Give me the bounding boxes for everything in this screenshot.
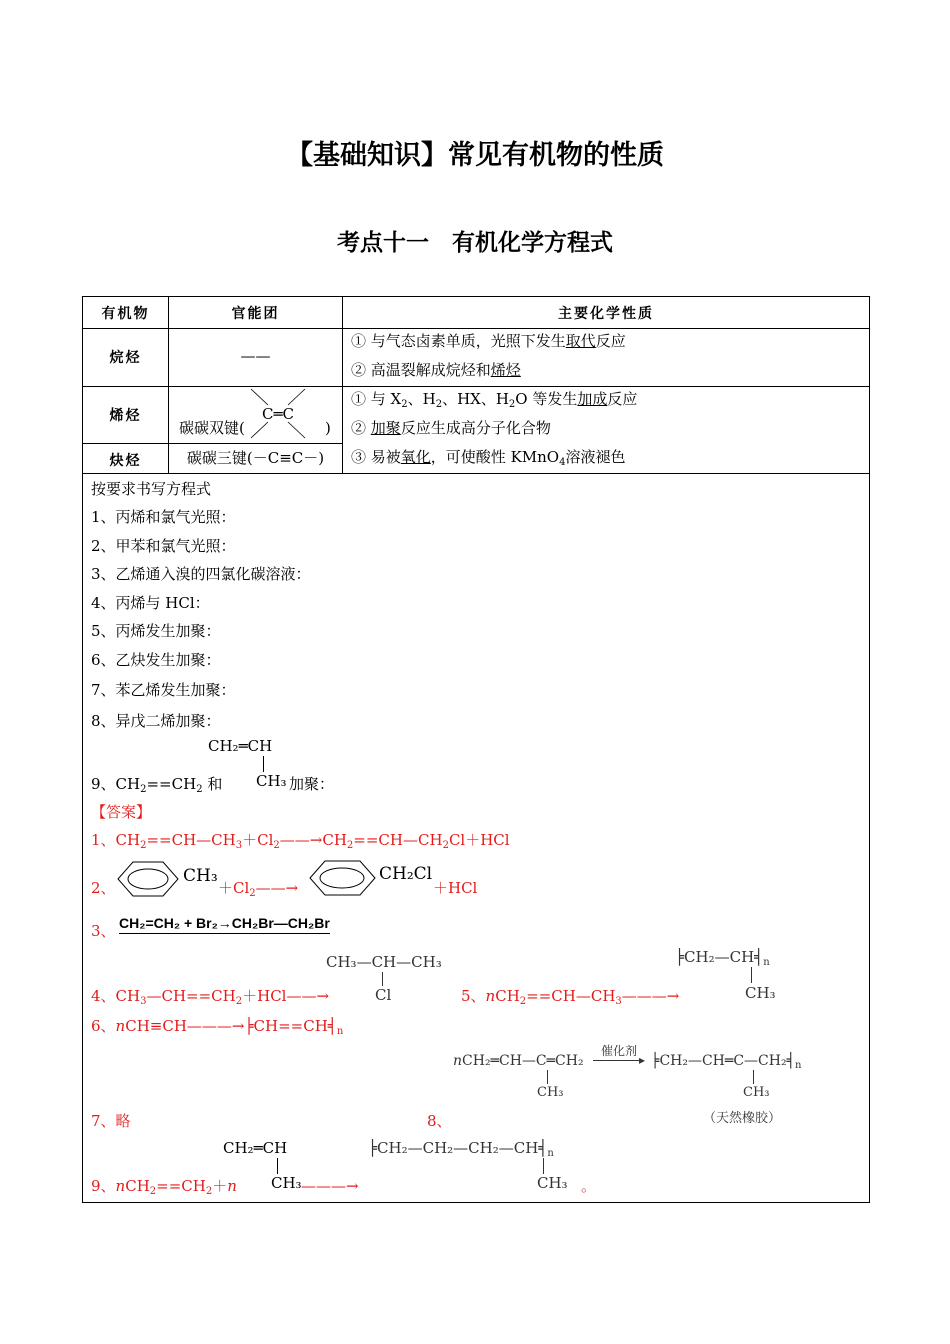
header-organic: 有机物 (101, 306, 150, 322)
question-7: 7、苯乙烯发生加聚： (91, 681, 236, 699)
a4-product-cl: Cl (375, 986, 392, 1004)
answer-7: 7、略 (91, 1112, 131, 1130)
alkene-name: 烯烃 (109, 408, 142, 424)
alkyne-group: 碳碳三键(－C≡C－) (186, 449, 325, 467)
answer-8: 8、 (427, 1112, 452, 1130)
answer-9-arrow: ———→ (301, 1177, 359, 1195)
page-title: 【基础知识】常见有机物的性质 (286, 140, 664, 171)
question-3: 3、乙烯通入溴的四氯化碳溶液： (91, 565, 311, 583)
question-2: 2、甲苯和氯气光照： (91, 537, 236, 555)
benzene-ring-icon-2 (305, 858, 379, 898)
question-8: 8、异戊二烯加聚： (91, 712, 221, 730)
svg-text:C═C: C═C (262, 405, 294, 423)
rubber-label: （天然橡胶） (703, 1111, 782, 1126)
answer-9: 9、$nCH_2==CH_2+n$ (91, 1177, 237, 1197)
answer-1: 1、$CH_2==CH—CH_3+Cl_2——\to CH_2==CH—CH_2Cl+HCl$ (91, 831, 510, 851)
question-1: 1、丙烯和氯气光照： (91, 508, 236, 526)
section-title: 考点十一 有机化学方程式 (337, 230, 613, 256)
answer-2-num: 2、 (91, 879, 116, 897)
answer-5: 5、$nCH_2==CH—CH_3———\to$ (461, 987, 680, 1007)
catalyst-label: 催化剂 (601, 1044, 638, 1058)
answer-3-num: 3、 (91, 922, 116, 940)
alkyne-prop: ③ 易被氧化，可使酸性 KMnO$_4$溶液褪色 (351, 448, 626, 468)
question-9-end: 加聚： (289, 775, 335, 793)
a9-propene-top: CH₂═CH (223, 1139, 288, 1157)
alkene-prop-2: ② 加聚反应生成高分子化合物 (351, 419, 551, 437)
alkene-group-end: ) (325, 419, 331, 437)
q9-propene-ch3: CH₃ (256, 772, 287, 790)
question-4: 4、丙烯与 HCl： (91, 594, 210, 612)
question-9: 9、$CH_2==CH_2$ 和 (91, 775, 223, 795)
question-6: 6、乙炔发生加聚： (91, 651, 221, 669)
alkane-group: —— (240, 347, 271, 365)
rubber-ch3: CH₃ (743, 1085, 770, 1100)
answer-2-product: ＋HCl (433, 879, 478, 897)
benzene-ring-icon (113, 859, 183, 899)
a5-ch3: CH₃ (745, 984, 776, 1002)
a4-product-top: CH₃—CH—CH₃ (326, 953, 442, 971)
q9-propene-top: CH₂═CH (208, 737, 273, 755)
answer-2-reagent: $+Cl_2——\to$ (218, 879, 299, 899)
isoprene-ch3: CH₃ (537, 1085, 564, 1100)
toluene-ch3: CH₃ (183, 866, 218, 886)
double-bond-diagram (248, 387, 328, 442)
alkene-group: 碳碳双键( (179, 419, 245, 437)
natural-rubber: $╞CH_2—CH═C—CH_2╡_n$ (651, 1053, 802, 1071)
alkane-prop-2: ② 高温裂解成烷烃和烯烃 (351, 361, 521, 379)
catalyst-arrowhead: ▸ (639, 1053, 646, 1067)
answer-4: 4、$CH_3—CH==CH_2+HCl——\to$ (91, 987, 330, 1007)
alkyne-name: 炔烃 (109, 453, 142, 469)
answer-label: 【答案】 (91, 803, 152, 821)
a5-polymer: $╞CH_2—CH╡_n$ (675, 948, 770, 968)
alkene-prop-1: ① 与 $X_2$、$H_2$、HX、$H_2O$ 等发生加成反应 (351, 390, 638, 410)
questions-intro: 按要求书写方程式 (91, 480, 212, 498)
a9-polymer-ch3: CH₃ (537, 1174, 568, 1192)
alkane-prop-1: ① 与气态卤素单质，光照下发生取代反应 (351, 332, 626, 350)
answer-3-equation: CH₂=CH₂ + Br₂→CH₂Br—CH₂Br (119, 914, 330, 934)
benzyl-chloride-group: CH₂Cl (379, 864, 433, 884)
question-5: 5、丙烯发生加聚： (91, 622, 221, 640)
answer-6: 6、$nCH\equiv CH———\to╞CH==CH╡_n$ (91, 1017, 344, 1037)
isoprene: nCH₂═CH—C═CH₂ (453, 1053, 584, 1069)
header-props: 主要化学性质 (558, 306, 654, 322)
properties-table (82, 296, 870, 1203)
a9-polymer: $╞CH_2—CH_2—CH_2—CH╡_n$ (368, 1139, 554, 1159)
answer-9-end: 。 (581, 1177, 597, 1195)
alkane-name: 烷烃 (109, 350, 142, 366)
header-group: 官能团 (231, 306, 280, 322)
a9-propene-ch3: CH₃ (271, 1174, 302, 1192)
